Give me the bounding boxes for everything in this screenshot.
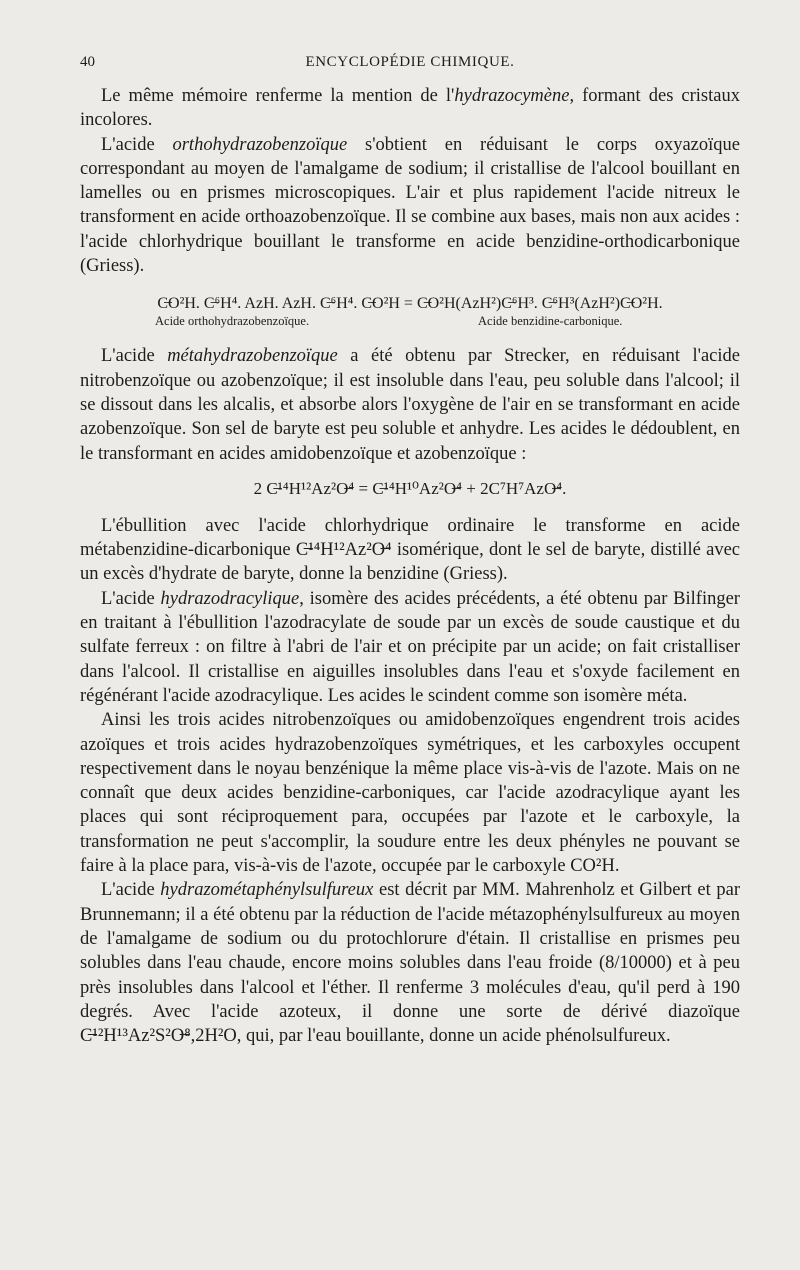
paragraph-text: , isomère des acides précédents, a été obtenu par Bilfinger en traitant à l'ébullition l'azodracylate de soude par un excès de soude caustique et du sulfate ferreux : on filtre à l'abri de l'air et on précipite par un acide; on fait cristalliser dans l'alcool. Il cristallise en aiguilles insolubles dans l'eau et s'oxyde facilement en régénérant l'acide azodracylique. Les acides le scindent comme son isomère méta. — [80, 588, 740, 706]
compound-name: orthohydrazobenzoïque — [172, 134, 348, 155]
paragraph-text: est décrit par MM. Mahrenholz et Gilbert et par Brunnemann; il a été obtenu par la réduction de l'acide métazophénylsulfureux au moyen de l'amalgame de sodium ou du protochlorure d'étain. Il cristallise en prismes peu solubles dans l'eau chaude, encore moins solubles dans l'eau froide (8/10000) et à peu près insolubles dans l'alcool et l'éther. Il renferme 3 molécules d'eau, qu'il perd à 190 degrés. Avec l'acide azoteux, il donne une sorte de dérivé diazoïque C̶¹²H¹³Az²S²O̶⁸,2H²O, qui, par l'eau bouillante, donne un acide phénolsulfureux. — [80, 880, 740, 1047]
paragraph-hydrazodracylique — [80, 587, 740, 708]
compound-name: métahydrazobenzoïque — [167, 346, 338, 367]
paragraph-text: L'acide — [101, 588, 161, 609]
page-number: 40 — [80, 54, 95, 70]
paragraph-text: s'obtient en réduisant le corps oxyazoïque correspondant au moyen de l'amalgame de sodium; il cristallise de l'alcool bouillant en lamelles ou en prismes microscopiques. L'air et plus rapidement l'acide nitreux le transforment en acide orthoazobenzoïque. Il se combine aux bases, mais non aux acides : l'acide chlorhydrique bouillant le transforme en acide benzidine-orthodicarbonique (Griess). — [80, 134, 740, 277]
compound-name: hydrazocymène — [454, 86, 570, 106]
paragraph-text: , formant des cristaux incolores. — [80, 86, 740, 131]
paragraph-meta — [80, 344, 740, 465]
paragraph-text: L'acide — [101, 134, 173, 155]
formula-captions — [80, 314, 740, 332]
paragraph-text: a été obtenu par Strecker, en réduisant l'acide nitrobenzoïque ou azobenzoïque; il est insoluble dans l'eau, peu soluble dans l'alcool; il se dissout dans les alcalis, et absorbe alors l'oxygène de l'air en se transformant en acide azobenzoïque. Son sel de baryte est peu soluble et anhydre. Les acides le dédoublent, en le transformant en acides amidobenzoïque et azobenzoïque : — [80, 346, 740, 464]
paragraph-text: L'acide — [101, 880, 161, 901]
formula-meta: 2 C̶¹⁴H¹²Az²O̶⁴ = C̶¹⁴H¹⁰Az²O̶⁴ + 2C⁷H⁷AzO̶⁴. — [253, 478, 567, 498]
paragraph-text: Le même mémoire renferme la mention de l' — [101, 86, 455, 106]
paragraph-text: L'acide — [101, 346, 168, 367]
body-text — [80, 84, 740, 1048]
paragraph-hydrazocymene — [80, 84, 740, 133]
caption-left: Acide orthohydrazobenzoïque. — [155, 314, 310, 329]
paragraph-ebullition: L'ébullition avec l'acide chlorhydrique ordinaire le transforme en acide métabenzidine-dicarbonique C̶¹⁴H¹²Az²O̶⁴ isomérique, dont le sel de baryte, distillé avec un excès d'hydrate de baryte, donne la benzidine (Griess). — [80, 515, 740, 585]
paragraph-ainsi: Ainsi les trois acides nitrobenzoïques ou amidobenzoïques engendrent trois acides azoïques et trois acides hydrazobenzoïques symétriques, et les carboxyles occupent respectivement dans le noyau benzénique la même place vis-à-vis de l'azote. Mais on ne connaît que deux acides benzidine-carboniques, car l'acide azodracylique ayant les places qui sont réciproquement para, occupées par l'azote et le carboxyle, la transformation ne peut s'accomplir, la soudure entre les deux phényles ne pouvant se faire à la place para, vis-à-vis de l'azote, occupée par le carboxyle CO²H. — [80, 710, 740, 877]
paragraph-sulfureux — [80, 878, 740, 1048]
caption-right: Acide benzidine-carbonique. — [478, 314, 623, 329]
compound-name: hydrazométaphénylsulfureux — [160, 880, 374, 901]
paragraph-ortho — [80, 133, 740, 279]
page-header — [80, 54, 740, 78]
running-title: ENCYCLOPÉDIE CHIMIQUE. — [305, 54, 515, 70]
compound-name: hydrazodracylique — [160, 588, 300, 609]
formula-ortho: C̶O²H. C̶⁶H⁴. AzH. AzH. C̶⁶H⁴. C̶O²H = C̶O²H(AzH²)C̶⁶H³. C̶⁶H³(AzH²)C̶O²H. — [157, 295, 663, 313]
